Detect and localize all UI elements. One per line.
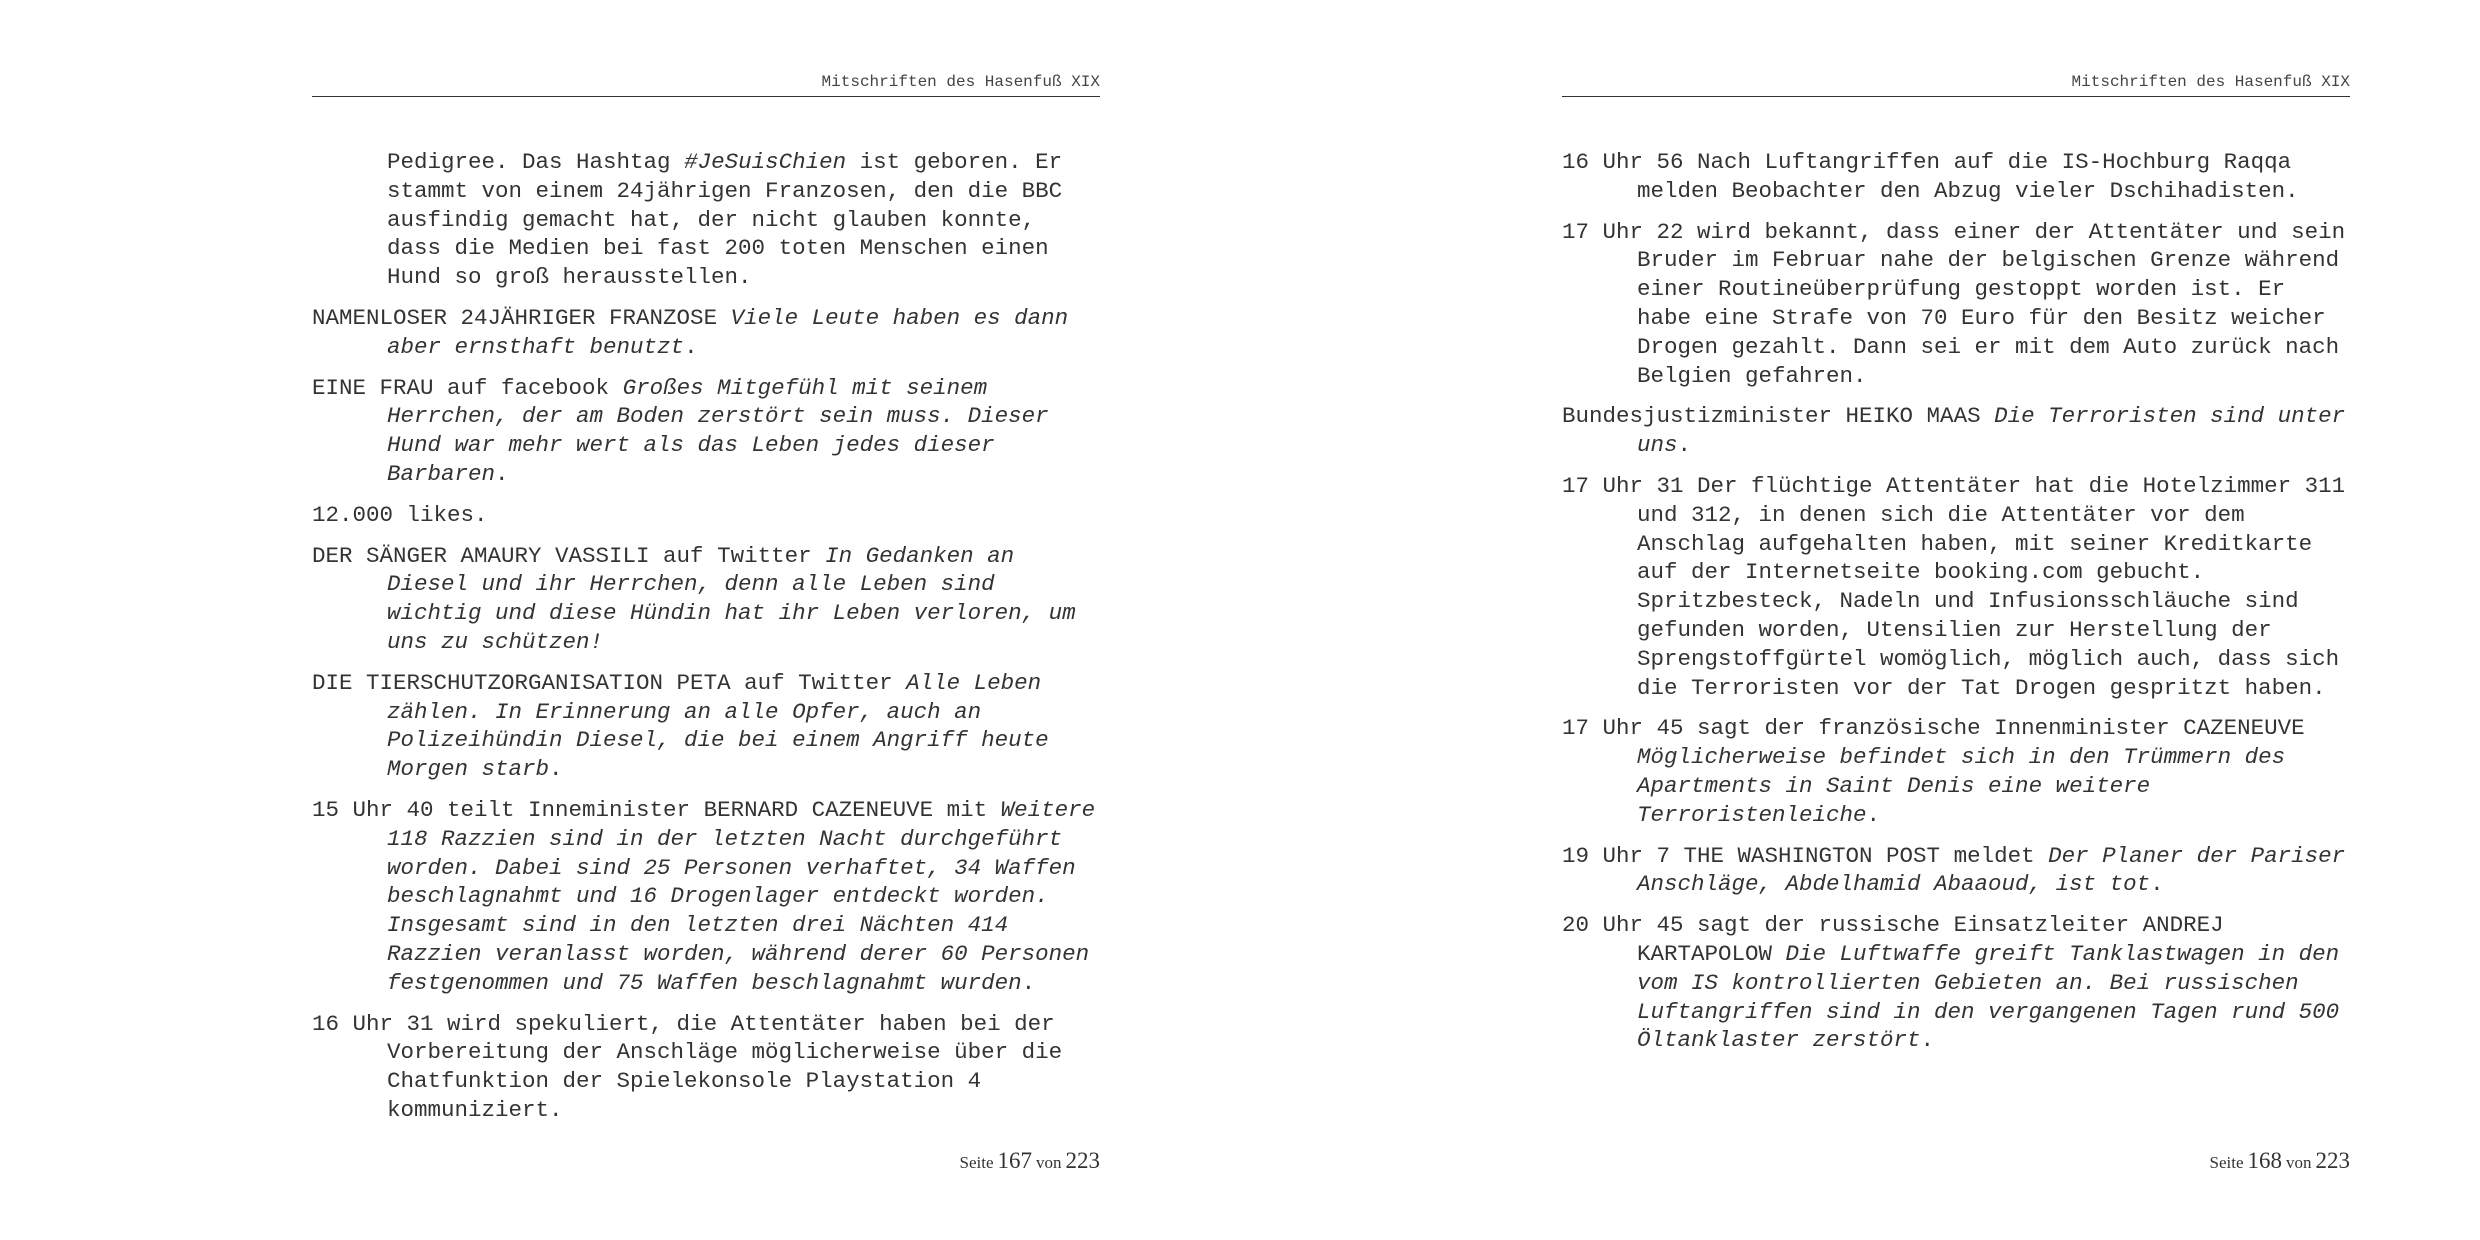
text-segment: ist geboren. Er stammt von einem 24jährigen Franzosen, den die BBC ausfindig gemacht hat, der nicht glauben konnte, dass die Medien bei fast 200 toten Menschen einen Hund so groß herausstellen. <box>387 149 1063 291</box>
text-segment: 19 Uhr 7 THE WASHINGTON POST meldet <box>1562 842 2049 869</box>
text-segment: NAMENLOSER 24JÄHRIGER FRANZOSE <box>312 304 731 331</box>
page-number: 168 <box>2247 1148 2282 1173</box>
paragraph <box>1562 911 2350 1055</box>
text-segment: . <box>1021 969 1036 996</box>
paragraph <box>1562 218 2350 391</box>
text-segment: 16 Uhr 56 Nach Luftangriffen auf die IS-Hochburg Raqqa melden Beobachter den Abzug vieler Dschihadisten. <box>1562 149 2299 204</box>
quote-text: Alle Leben zählen. In Erinnerung an alle Opfer, auch an Polizeihündin Diesel, die bei einem Angriff heute Morgen starb <box>387 669 1049 783</box>
text-segment: 12.000 likes. <box>312 501 488 528</box>
paragraph <box>1562 842 2350 900</box>
paragraph <box>1562 472 2350 702</box>
text-segment: 16 Uhr 31 wird spekuliert, die Attentäter haben bei der Vorbereitung der Anschläge möglicherweise über die Chatfunktion der Spielekonsole Playstation 4 kommuniziert. <box>312 1010 1063 1123</box>
paragraph <box>1562 402 2350 460</box>
text-segment: . <box>684 333 698 360</box>
text-segment: 15 Uhr 40 teilt Inneminister BERNARD CAZENEUVE mit <box>312 796 1001 823</box>
total-pages: 223 <box>1065 1148 1100 1173</box>
text-segment: DIE TIERSCHUTZORGANISATION PETA auf Twitter <box>312 669 907 696</box>
paragraph <box>1562 714 2350 829</box>
footer-prefix: Seite <box>2209 1153 2244 1172</box>
text-segment: . <box>549 756 563 783</box>
text-segment: . <box>1866 801 1881 828</box>
paragraph <box>312 669 1100 784</box>
page-number: 167 <box>997 1148 1032 1173</box>
paragraph <box>312 374 1100 489</box>
text-segment: . <box>495 460 509 487</box>
text-segment: . <box>1677 432 1692 459</box>
text-segment: . <box>1920 1027 1935 1054</box>
text-segment: Pedigree. Das Hashtag <box>387 149 685 175</box>
quote-text: Großes Mitgefühl mit seinem Herrchen, der am Boden zerstört sein muss. Dieser Hund war mehr wert als das Leben jedes dieser Barbaren <box>387 374 1049 487</box>
running-header: Mitschriften des Hasenfuß XIX <box>312 73 1100 97</box>
quote-text: Der Planer der Pariser Anschläge, Abdelhamid Abaaoud, ist tot <box>1637 842 2346 898</box>
text-segment: DER SÄNGER AMAURY VASSILI auf Twitter <box>312 542 826 569</box>
footer-prefix: Seite <box>959 1153 994 1172</box>
text-segment: EINE FRAU auf facebook <box>312 374 623 401</box>
footer-middle: von <box>1036 1153 1062 1172</box>
text-segment: . <box>2150 871 2164 898</box>
total-pages: 223 <box>2315 1148 2350 1173</box>
text-segment: 17 Uhr 22 wird bekannt, dass einer der Attentäter und sein Bruder im Februar nahe der belgischen Grenze während einer Routineüberprüfung gestoppt worden ist. Er habe eine Strafe von 70 Euro für den Besitz weicher Drogen gezahlt. Dann sei er mit dem Auto zurück nach Belgien gefahren. <box>1562 218 2346 389</box>
footer-middle: von <box>2286 1153 2312 1172</box>
quote-text: Weitere 118 Razzien sind in der letzten Nacht durchgeführt worden. Dabei sind 25 Personen verhaftet, 34 Waffen beschlagnahmt und 16 Drogenlager entdeckt worden. Insgesamt sind in den letzten drei Nächten 414 Razzien veranlasst worden, während derer 60 Personen festgenommen und 75 Waffen beschlagnahmt wurden <box>387 796 1096 996</box>
page-body <box>312 148 1100 1137</box>
paragraph <box>312 501 1100 530</box>
quote-text: Die Terroristen sind unter uns <box>1637 403 2346 459</box>
quote-text: Die Luftwaffe greift Tanklastwagen in den vom IS kontrollierten Gebieten an. Bei russischen Luftangriffen sind in den vergangenen Tagen rund 500 Öltanklaster zerstört <box>1637 940 2340 1054</box>
text-segment: 20 Uhr 45 sagt der russische Einsatzleiter ANDREJ KARTAPOLOW <box>1562 912 2224 967</box>
left-page <box>312 0 1100 1240</box>
paragraph <box>312 304 1100 362</box>
text-segment: 17 Uhr 45 sagt der französische Innenminister CAZENEUVE <box>1562 715 2305 742</box>
right-page <box>1562 0 2350 1240</box>
quote-text: #JeSuisChien <box>684 149 847 175</box>
quote-text: In Gedanken an Diesel und ihr Herrchen, denn alle Leben sind wichtig und diese Hündin hat ihr Leben verloren, um uns zu schützen! <box>387 542 1076 655</box>
text-segment: 17 Uhr 31 Der flüchtige Attentäter hat die Hotelzimmer 311 und 312, in denen sich die Attentäter vor dem Anschlag aufgehalten haben, mit seiner Kreditkarte auf der Internetseite booking.com gebucht. Spritzbesteck, Nadeln und Infusionsschläuche sind gefunden worden, Utensilien zur Herstellung der Sprengstoffgürtel womöglich, möglich auch, dass sich die Terroristen vor der Tat Drogen gespritzt haben. <box>1562 472 2346 701</box>
quote-text: Viele Leute haben es dann aber ernsthaft benutzt <box>387 304 1069 360</box>
paragraph <box>312 148 1100 292</box>
paragraph <box>1562 148 2350 206</box>
running-header: Mitschriften des Hasenfuß XIX <box>1562 73 2350 97</box>
page-body <box>1562 148 2350 1067</box>
paragraph <box>312 796 1100 998</box>
page-footer <box>1562 1148 2350 1174</box>
quote-text: Möglicherweise befindet sich in den Trümmern des Apartments in Saint Denis eine weitere Terroristenleiche <box>1637 744 2286 828</box>
page-footer <box>312 1148 1100 1174</box>
paragraph <box>312 1010 1100 1125</box>
paragraph <box>312 542 1100 657</box>
text-segment: Bundesjustizminister HEIKO MAAS <box>1562 403 1995 430</box>
